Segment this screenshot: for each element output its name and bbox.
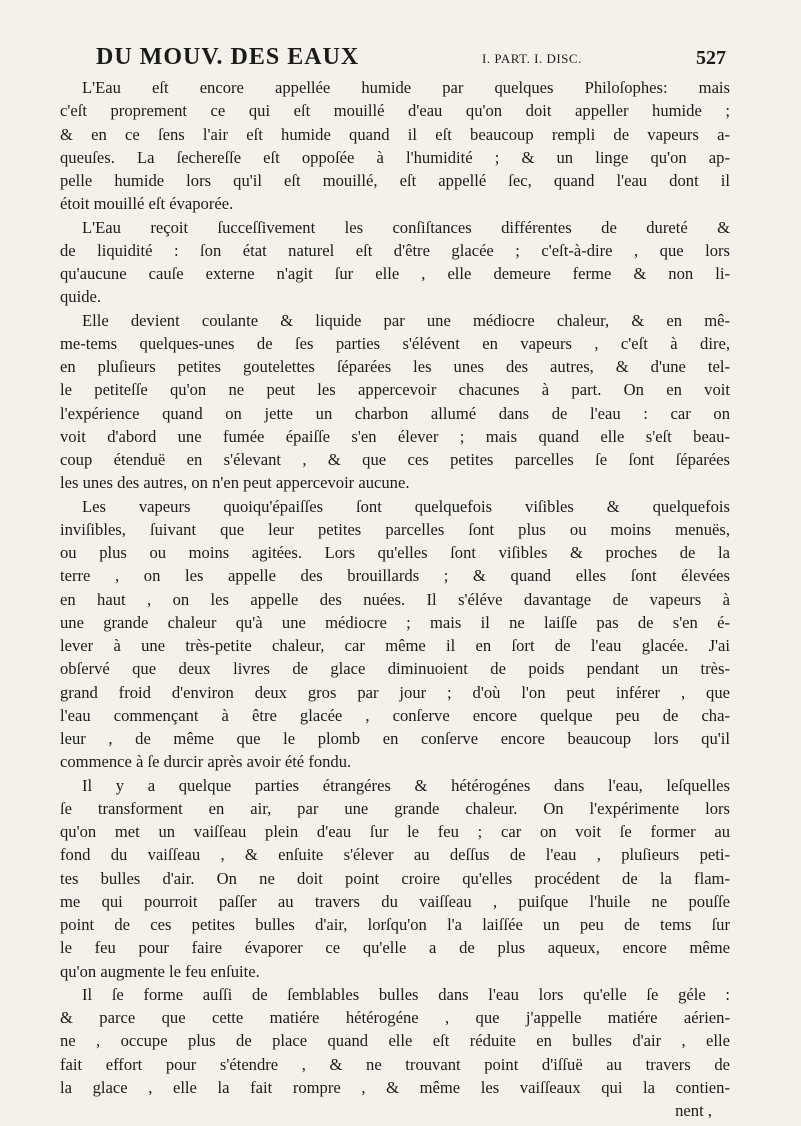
- part-section-label: I. PART. I. DISC.: [482, 51, 582, 66]
- text-line: fait effort pour s'étendre , & ne trouvant point d'iſſuë au travers de: [60, 1054, 730, 1074]
- text-line: les unes des autres, on n'en peut appercevoir aucune.: [60, 473, 410, 493]
- text-line: en haut , on les appelle des nuées. Il s'éléve davantage de vapeurs à: [60, 589, 730, 609]
- text-line: qu'on augmente le feu enſuite.: [60, 961, 260, 981]
- text-line: tes bulles d'air. On ne doit point croire qu'elles procédent de la flam-: [60, 868, 730, 888]
- text-line: queuſes. La ſechereſſe eſt oppoſée à l'humidité ; & un linge qu'on ap-: [60, 147, 730, 167]
- text-line: L'Eau reçoit ſucceſſivement les conſiſtances différentes de dureté &: [82, 217, 730, 237]
- running-title: DU MOUV. DES EAUX: [96, 44, 360, 70]
- text-line: l'eau commençant à être glacée , conſerve encore quelque peu de cha-: [60, 705, 730, 725]
- text-line: point de ces petites bulles d'air, lorſqu'on l'a laiſſée un peu de tems ſur: [60, 915, 730, 934]
- text-line: quide.: [60, 287, 102, 307]
- text-line: qu'on met un vaiſſeau plein d'eau ſur le feu ; car on voit ſe former au: [60, 822, 730, 841]
- text-line: l'expérience quand on jette un charbon allumé dans de l'eau : car on: [60, 403, 730, 423]
- text-line: fond du vaiſſeau , & enſuite s'élever au deſſus de l'eau , pluſieurs peti-: [60, 845, 730, 865]
- text-line: le petiteſſe qu'on ne peut les appercevoir chacunes à part. On en voit: [60, 380, 730, 400]
- text-line: voit d'abord une fumée épaiſſe s'en élever ; mais quand elle s'eſt beau-: [60, 426, 730, 446]
- text-line: coup étenduë en s'élevant , & que ces petites parcelles ſe ſont ſéparées: [60, 450, 730, 469]
- text-line: ſe transforment en air, par une grande chaleur. On l'expérimente lors: [60, 798, 730, 818]
- text-line: c'eſt proprement ce qui eſt mouillé d'eau qu'on doit appeller humide ;: [60, 101, 730, 121]
- text-line: lever à une très-petite chaleur, car même il en ſort de l'eau glacée. J'ai: [60, 636, 730, 655]
- text-line: Il y a quelque parties étrangéres & hétérogénes dans l'eau, leſquelles: [82, 775, 730, 795]
- text-line: en pluſieurs petites goutelettes ſéparées les unes des autres, & d'une tel-: [60, 357, 730, 376]
- text-line: leur , de même que le plomb en conſerve encore beaucoup lors qu'il: [60, 729, 730, 748]
- text-line: Elle devient coulante & liquide par une médiocre chaleur, & en mê-: [82, 310, 730, 330]
- text-line: grand froid d'environ deux gros par jour ; d'où l'on peut inférer , que: [60, 682, 730, 702]
- text-line: ne , occupe plus de place quand elle eſt réduite en bulles d'air , elle: [60, 1031, 730, 1051]
- text-line: qu'aucune cauſe externe n'agit ſur elle , elle demeure ferme & non li-: [60, 264, 730, 283]
- text-line: ou plus ou moins agitées. Lors qu'elles ſont viſibles & proches de la: [60, 543, 730, 562]
- text-line: de liquidité : ſon état naturel eſt d'être glacée ; c'eſt-à-dire , que lors: [60, 240, 730, 260]
- text-line: la glace , elle la fait rompre , & même les vaiſſeaux qui la contien-: [60, 1077, 730, 1097]
- text-line: Les vapeurs quoiqu'épaiſſes ſont quelquefois viſibles & quelquefois: [82, 496, 730, 516]
- text-line: obſervé que deux livres de glace diminuoient de poids pendant un très-: [60, 659, 730, 679]
- text-line: & parce que cette matiére hétérogéne , que j'appelle matiére aérien-: [60, 1008, 730, 1027]
- text-line: terre , on les appelle des brouillards ; & quand elles ſont élevées: [60, 566, 730, 586]
- text-line: L'Eau eſt encore appellée humide par quelques Philoſophes: mais: [82, 78, 730, 97]
- text-line: une grande chaleur qu'à une médiocre ; mais il ne laiſſe pas de s'en é-: [60, 612, 730, 632]
- text-line: inviſibles, ſuivant que leur petites parcelles ſont plus ou moins menuës,: [60, 519, 730, 539]
- page-number: 527: [696, 47, 726, 69]
- text-line: étoit mouillé eſt évaporée.: [60, 194, 234, 214]
- text-line: le feu pour faire évaporer ce qu'elle a de plus aqueux, encore même: [60, 938, 730, 958]
- text-line: pelle humide lors qu'il eſt mouillé, eſt appellé ſec, quand l'eau dont il: [60, 171, 730, 190]
- text-line: Il ſe forme auſſi de ſemblables bulles dans l'eau lors qu'elle ſe géle :: [82, 984, 730, 1004]
- catchword-line: nent ,: [675, 1101, 712, 1120]
- text-line: & en ce ſens l'air eſt humide quand il eſt beaucoup rempli de vapeurs a-: [60, 124, 730, 144]
- text-line: me-tems quelques-unes de ſes parties s'élévent en vapeurs , c'eſt à dire,: [60, 333, 730, 353]
- text-line: me qui pourroit paſſer au travers du vaiſſeau , puiſque l'huile ne pouſſe: [60, 891, 730, 911]
- running-head: [96, 44, 726, 80]
- text-line: commence à ſe durcir après avoir été fondu.: [60, 752, 352, 772]
- body-text: [60, 76, 730, 1122]
